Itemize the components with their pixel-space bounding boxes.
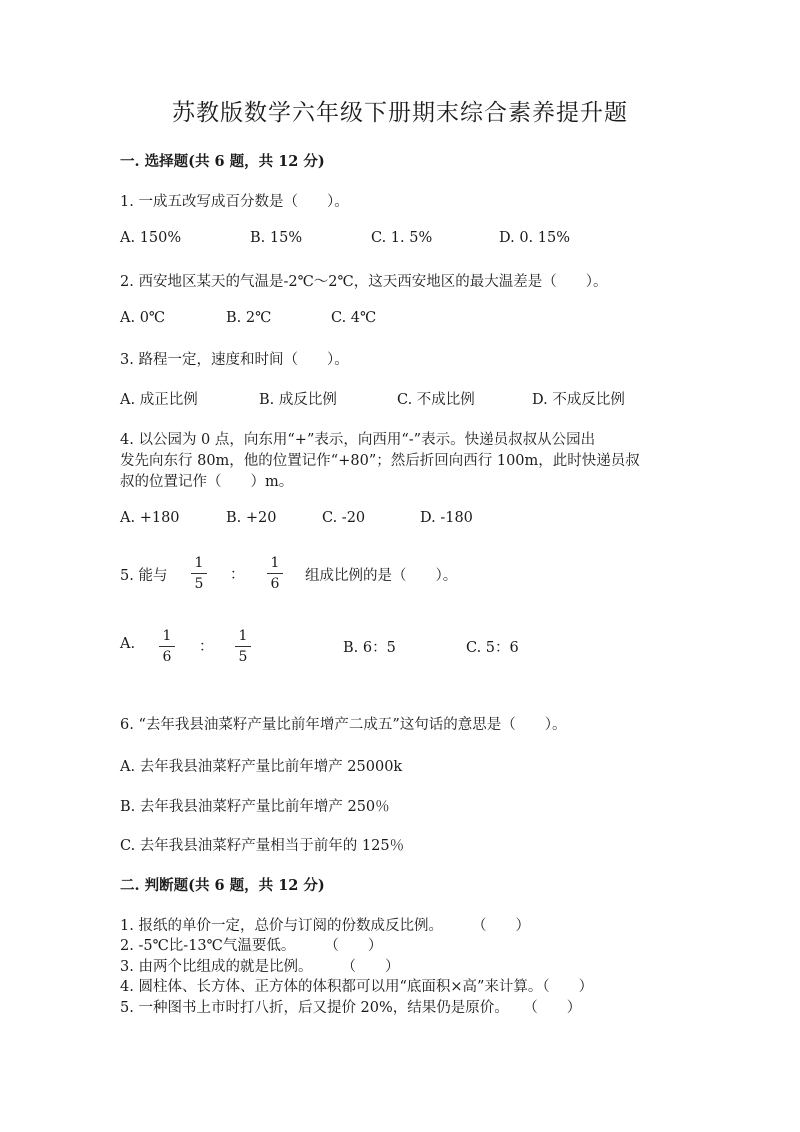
q6-option-b: B. 去年我县油菜籽产量比前年增产 250％: [120, 799, 390, 815]
q2-option-a: A. 0℃: [120, 310, 166, 326]
q4-option-a: A. +180: [120, 510, 180, 526]
q5-colon: ：: [230, 567, 245, 583]
q3-option-d: D. 不成反比例: [532, 392, 625, 408]
q2-option-b: B. 2℃: [226, 310, 272, 326]
fraction-numerator: 1: [238, 628, 248, 644]
question-3: 3. 路程一定，速度和时间（ ）。: [120, 352, 349, 368]
q5-option-a-colon: ：: [199, 639, 214, 655]
question-6: 6. “去年我县油菜籽产量比前年增产二成五”这句话的意思是（ ）。: [120, 717, 567, 733]
q5-option-c: C. 5：6: [466, 640, 519, 656]
q3-option-b: B. 成反比例: [259, 392, 337, 408]
q4-option-c: C. -20: [322, 510, 366, 526]
q1-option-b: B. 15%: [250, 230, 303, 246]
question-4-line-2: 发先向东行 80m，他的位置记作“+80”；然后折回向西行 100m，此时快递员叔: [120, 453, 640, 469]
section-heading-choice: 一. 选择题(共 6 题，共 12 分): [120, 153, 325, 170]
judgement-item-4: 4. 圆柱体、长方体、正方体的体积都可以用“底面积×高”来计算。（ ）: [120, 979, 594, 995]
fraction-bar: [191, 573, 207, 574]
judgement-item-1: 1. 报纸的单价一定，总价与订阅的份数成反比例。 （ ）: [120, 918, 530, 934]
page-title: 苏教版数学六年级下册期末综合素养提升题: [172, 100, 628, 126]
question-1: 1. 一成五改写成百分数是（ ）。: [120, 194, 349, 210]
q2-option-c: C. 4℃: [331, 310, 377, 326]
q6-option-c: C. 去年我县油菜籽产量相当于前年的 125％: [120, 838, 405, 854]
q5-option-a-fraction-one-fifth: [235, 627, 251, 666]
q3-option-c: C. 不成比例: [397, 392, 475, 408]
q5-option-b: B. 6：5: [343, 640, 396, 656]
fraction-numerator: 1: [194, 555, 204, 571]
question-5-prefix: 5. 能与: [120, 568, 168, 584]
question-2: 2. 西安地区某天的气温是-2℃～2℃，这天西安地区的最大温差是（ ）。: [120, 274, 608, 290]
q5-fraction-one-fifth: [191, 554, 207, 593]
q5-option-a-fraction-one-sixth: [159, 627, 175, 666]
section-heading-judgement: 二. 判断题(共 6 题，共 12 分): [120, 877, 325, 894]
fraction-bar: [159, 646, 175, 647]
judgement-item-5: 5. 一种图书上市时打八折，后又提价 20%，结果仍是原价。 （ ）: [120, 1000, 582, 1016]
question-5-suffix: 组成比例的是（ ）。: [305, 568, 458, 584]
q5-fraction-one-sixth: [267, 554, 283, 593]
question-4-line-1: 4. 以公园为 0 点，向东用“+”表示，向西用“-”表示。快递员叔叔从公园出: [120, 432, 596, 448]
judgement-item-2: 2. -5℃比-13℃气温要低。 （ ）: [120, 938, 383, 954]
fraction-denominator: 6: [162, 649, 172, 665]
q6-option-a: A. 去年我县油菜籽产量比前年增产 25000k: [120, 759, 403, 775]
q4-option-b: B. +20: [226, 510, 277, 526]
q1-option-c: C. 1. 5%: [371, 230, 433, 246]
fraction-denominator: 5: [194, 576, 204, 592]
q5-option-a-label: A.: [120, 636, 136, 652]
question-4-line-3: 叔的位置记作（ ）m。: [120, 474, 294, 490]
q4-option-d: D. -180: [420, 510, 473, 526]
fraction-numerator: 1: [162, 628, 172, 644]
fraction-bar: [267, 573, 283, 574]
fraction-denominator: 6: [270, 576, 280, 592]
fraction-bar: [235, 646, 251, 647]
fraction-denominator: 5: [238, 649, 248, 665]
judgement-item-3: 3. 由两个比组成的就是比例。 （ ）: [120, 959, 400, 975]
fraction-numerator: 1: [270, 555, 280, 571]
q1-option-d: D. 0. 15%: [499, 230, 570, 246]
q3-option-a: A. 成正比例: [120, 392, 198, 408]
q1-option-a: A. 150%: [120, 230, 182, 246]
